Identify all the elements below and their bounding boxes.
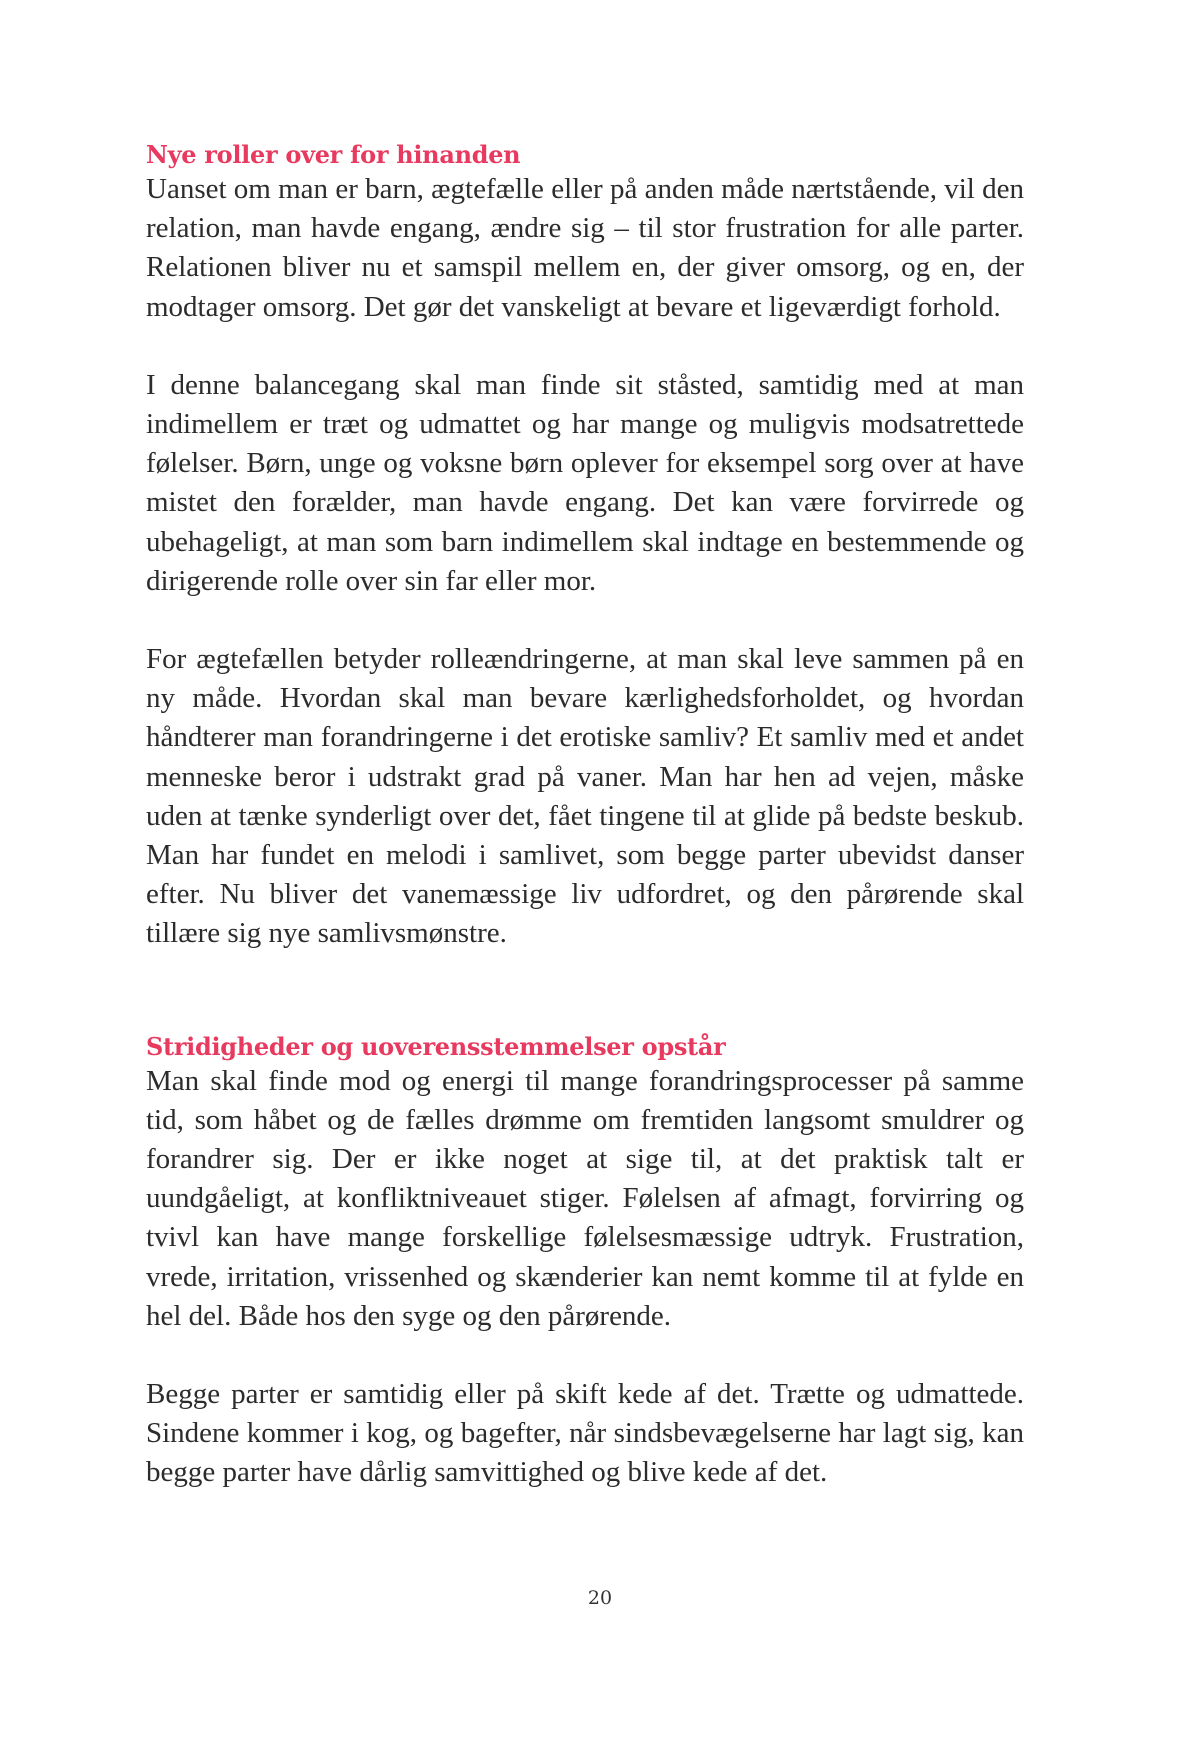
paragraph-spacer [146,601,1024,640]
paragraph: Man skal finde mod og energi til mange forandringsprocesser på samme tid, som håbet og de fælles drømme om fremtiden langsomt smuldrer og forandrer sig. Der er ikke noget at sige til, at det praktisk talt er uundgåeligt, at konfliktniveauet stiger. Følelsen af afmagt, forvirring og tvivl kan have mange forskellige følelsesmæssige udtryk. Frustration, vrede, irritation, vrissenhed og skænderier kan nemt komme til at fylde en hel del. Både hos den syge og den pårørende. [146,1064,1024,1332]
section-spacer [146,954,1024,1032]
section-heading-roles: Nye roller over for hinanden [146,140,521,169]
paragraph-spacer [146,1336,1024,1375]
page-number: 20 [587,1587,613,1609]
section-heading-conflicts: Stridigheder og uoverensstemmelser opstår [146,1031,726,1061]
paragraph: For ægtefællen betyder rolleændringerne, at man skal leve sammen på en ny måde. Hvordan skal man bevare kærlighedsforholdet, og hvordan håndterer man forandringerne i det erotiske samliv? Et samliv med et andet menneske beror i udstrakt grad på vaner. Man har hen ad vejen, måske uden at tænke synderligt over det, fået tingene til at glide på bedste beskub. Man har fundet en melodi i samlivet, som begge parter ubevidst danser efter. Nu bliver det vanemæssige liv udfordret, og den pårørende skal tillære sig nye samlivsmønstre. [146,643,1024,950]
paragraph: I denne balancegang skal man finde sit ståsted, samtidig med at man indimellem er træt og udmattet og har mange og muligvis modsatrettede følelser. Børn, unge og voksne børn oplever for eksempel sorg over at have mistet den forælder, man havde engang. Det kan være forvirrede og ubehageligt, at man som barn indimellem skal indtage en bestemmende og dirigerende rolle over sin far eller mor. [146,368,1024,597]
paragraph-spacer [146,327,1024,366]
page-content [146,140,1024,1493]
paragraph: Begge parter er samtidig eller på skift kede af det. Trætte og udmattede. Sindene kommer i kog, og bagefter, når sindsbevægelserne har lagt sig, kan begge parter have dårlig samvittighed og blive kede af det. [146,1378,1024,1489]
paragraph: Uanset om man er barn, ægtefælle eller på anden måde nærtstående, vil den relation, man havde engang, ændre sig – til stor frustration for alle parter. Relationen bliver nu et samspil mellem en, der giver omsorg, og en, der modtager omsorg. Det gør det vanskeligt at bevare et ligeværdigt forhold. [146,173,1024,323]
